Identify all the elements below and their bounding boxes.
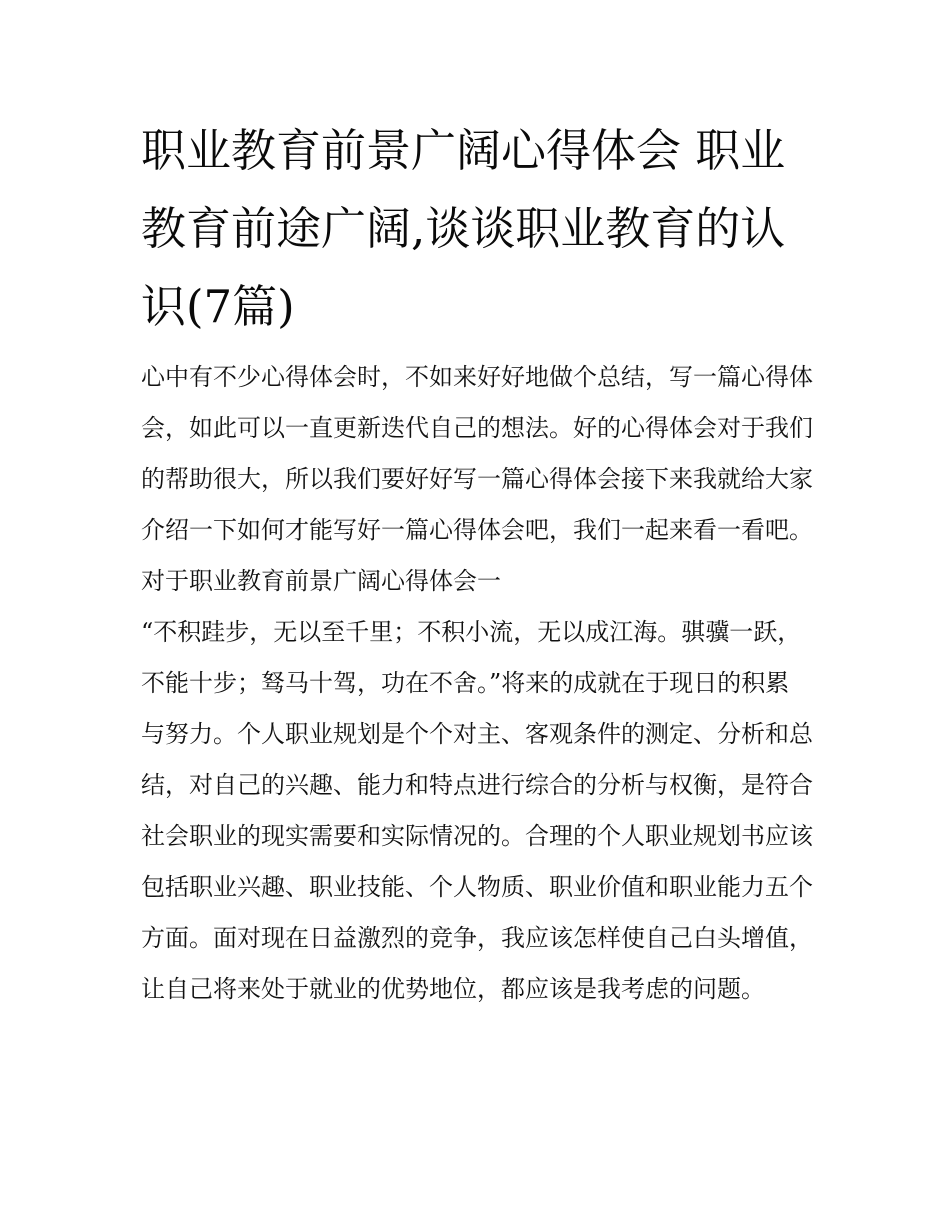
document-page: [141, 112, 813, 1015]
document-title: 职业教育前景广阔心得体会 职业教育前途广阔,谈谈职业教育的认识(7篇): [141, 124, 786, 333]
section-heading: 对于职业教育前景广阔心得体会一: [141, 567, 501, 595]
document-body: [141, 352, 813, 1015]
intro-paragraph: 心中有不少心得体会时，不如来好好地做个总结，写一篇心得体会，如此可以一直更新迭代自己的想法。好的心得体会对于我们的帮助很大，所以我们要好好写一篇心得体会接下来我就给大家介绍一下如何才能写好一篇心得体会吧，我们一起来看一看吧。: [141, 363, 813, 544]
body-paragraph: “不积跬步，无以至千里；不积小流，无以成江海。骐骥一跃，不能十步；驽马十驾，功在不舍。”将来的成就在于现日的积累与努力。个人职业规划是个个对主、客观条件的测定、分析和总结，对自己的兴趣、能力和特点进行综合的分析与权衡，是符合社会职业的现实需要和实际情况的。合理的个人职业规划书应该包括职业兴趣、职业技能、个人物质、职业价值和职业能力五个方面。面对现在日益激烈的竞争，我应该怎样使自己白头增值，让自己将来处于就业的优势地位，都应该是我考虑的问题。: [141, 618, 813, 1003]
